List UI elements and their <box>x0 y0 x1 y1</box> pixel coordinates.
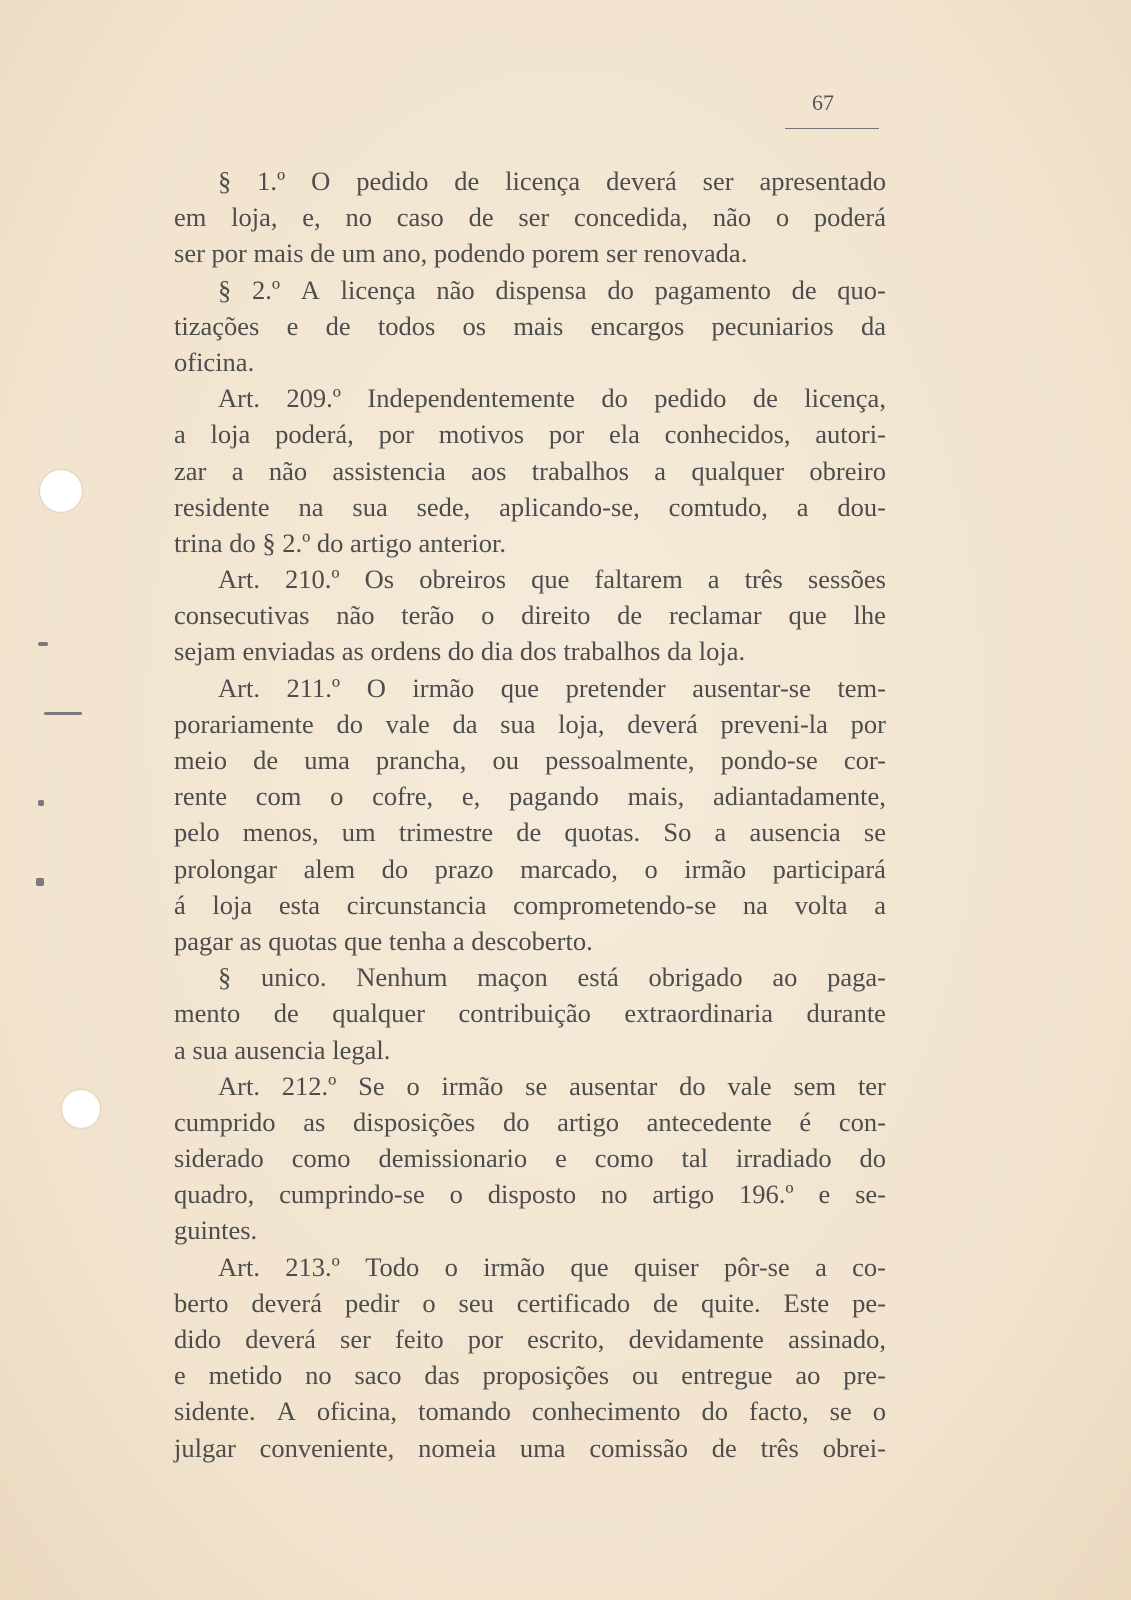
text-line: residente na sua sede, aplicando-se, comtudo, a dou- <box>174 491 886 522</box>
text-line: quadro, cumprindo-se o disposto no artigo 196.º e se- <box>174 1179 886 1210</box>
text-line: meio de uma prancha, ou pessoalmente, pondo-se cor- <box>174 745 886 775</box>
page-number: 67 <box>812 90 834 115</box>
paper-mark <box>44 712 82 715</box>
paper-mark <box>38 800 44 806</box>
body-text <box>174 163 886 1466</box>
text-line: julgar conveniente, nomeia uma comissão de três obrei- <box>174 1432 886 1463</box>
text-line: sidente. A oficina, tomando conhecimento do facto, se o <box>174 1396 886 1427</box>
paper-mark <box>38 642 48 646</box>
text-line: Art. 209.º Independentemente do pedido de licença, <box>218 383 886 414</box>
text-line: dido deverá ser feito por escrito, devidamente assinado, <box>174 1324 886 1354</box>
text-line: porariamente do vale da sua loja, deverá preveni-la por <box>174 708 886 739</box>
text-line: mento de qualquer contribuição extraordinaria durante <box>174 998 886 1029</box>
text-line: tizações e de todos os mais encargos pecuniarios da <box>174 310 886 341</box>
text-line: pelo menos, um trimestre de quotas. So a ausencia se <box>174 817 886 848</box>
text-line: Art. 211.º O irmão que pretender ausentar-se tem- <box>218 672 886 703</box>
text-line: § 2.º A licença não dispensa do pagamento de quo- <box>218 274 886 305</box>
text-line: ser por mais de um ano, podendo porem ser renovada. <box>174 238 748 269</box>
text-line: Art. 213.º Todo o irmão que quiser pôr-se a co- <box>218 1251 886 1282</box>
binding-hole-bottom <box>62 1090 100 1128</box>
text-line: trina do § 2.º do artigo anterior. <box>174 527 507 558</box>
header-rule <box>785 128 879 129</box>
text-line: á loja esta circunstancia comprometendo-se na volta a <box>174 889 886 920</box>
text-line: rente com o cofre, e, pagando mais, adiantadamente, <box>174 781 886 812</box>
text-line: cumprido as disposições do artigo antecedente é con- <box>174 1106 886 1137</box>
text-line: zar a não assistencia aos trabalhos a qualquer obreiro <box>174 455 886 486</box>
text-line: a loja poderá, por motivos por ela conhecidos, autori- <box>174 419 886 450</box>
text-line: em loja, e, no caso de ser concedida, não o poderá <box>174 202 886 233</box>
text-line: sejam enviadas as ordens do dia dos trabalhos da loja. <box>174 636 746 667</box>
text-line: a sua ausencia legal. <box>174 1034 391 1065</box>
binding-hole-top <box>40 470 82 512</box>
text-line: § 1.º O pedido de licença deverá ser apresentado <box>218 166 886 196</box>
paper-mark <box>36 878 44 886</box>
text-line: pagar as quotas que tenha a descoberto. <box>174 925 593 956</box>
text-line: prolongar alem do prazo marcado, o irmão participará <box>174 853 886 884</box>
text-line: Art. 210.º Os obreiros que faltarem a três sessões <box>218 564 886 595</box>
text-line: siderado como demissionario e como tal irradiado do <box>174 1143 886 1174</box>
text-line: consecutivas não terão o direito de reclamar que lhe <box>174 600 886 631</box>
text-line: berto deverá pedir o seu certificado de quite. Este pe- <box>174 1287 886 1318</box>
text-line: guintes. <box>174 1215 258 1246</box>
text-line: oficina. <box>174 346 255 377</box>
text-line: Art. 212.º Se o irmão se ausentar do vale sem ter <box>218 1070 886 1101</box>
text-line: § unico. Nenhum maçon está obrigado ao paga- <box>218 962 886 993</box>
text-line: e metido no saco das proposições ou entregue ao pre- <box>174 1360 886 1391</box>
